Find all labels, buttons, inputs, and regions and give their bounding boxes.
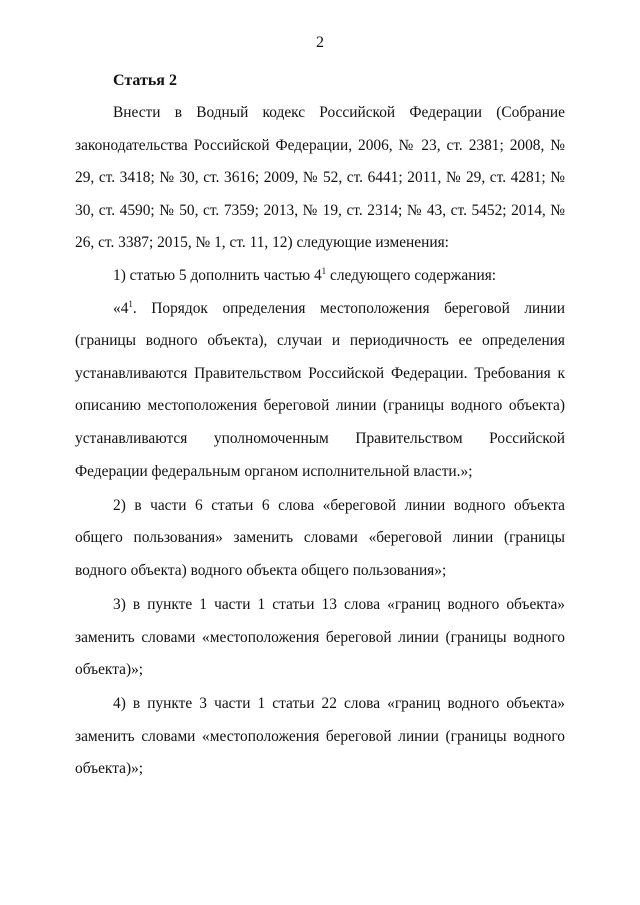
item-1-text: 1) статью 5 дополнить частью 4 (113, 266, 322, 284)
item-2-paragraph: 2) в части 6 статьи 6 слова «береговой линии водного объекта общего пользования» заменить словами «береговой линии (границы водного объекта) водного объекта общего пользования»; (75, 496, 565, 579)
item-1-paragraph (75, 260, 565, 293)
quoted-part-number: «4 (113, 299, 129, 317)
quoted-part-superscript: 1 (128, 298, 133, 309)
page-number: 2 (316, 34, 324, 51)
article-title: Статья 2 (113, 72, 177, 89)
item-3-paragraph: 3) в пункте 1 части 1 статьи 13 слова «границ водного объекта» заменить словами «местоположения береговой линии (границы водного объекта)»; (75, 595, 565, 679)
quoted-part-text: . Порядок определения местоположения береговой линии (границы водного объекта), случаи и периодичность ее определения устанавливаются Правительством Российской Федерации. Требования к описанию местоположения береговой линии (границы водного объекта) устанавливаются уполномоченным Правительством Российской Федерации федеральным органом исполнительной власти.»; (75, 299, 565, 480)
document-body (75, 97, 565, 786)
item-1-superscript: 1 (321, 265, 327, 276)
item-1-text-end: следующего содержания: (326, 266, 497, 284)
item-4-paragraph: 4) в пункте 3 части 1 статьи 22 слова «границ водного объекта» заменить словами «местоположения береговой линии (границы водного объекта)»; (75, 695, 565, 778)
quoted-part-paragraph (75, 293, 565, 489)
intro-paragraph: Внести в Водный кодекс Российской Федерации (Собрание законодательства Российской Федерации, 2006, № 23, ст. 2381; 2008, № 29, ст. 3418; № 30, ст. 3616; 2009, № 52, ст. 6441; 2011, № 29, ст. 4281; № 30, ст. 4590; № 50, ст. 7359; 2013, № 19, ст. 2314; № 43, ст. 5452; 2014, № 26, ст. 3387; 2015, № 1, ст. 11, 12) следующие изменения: (75, 104, 565, 252)
